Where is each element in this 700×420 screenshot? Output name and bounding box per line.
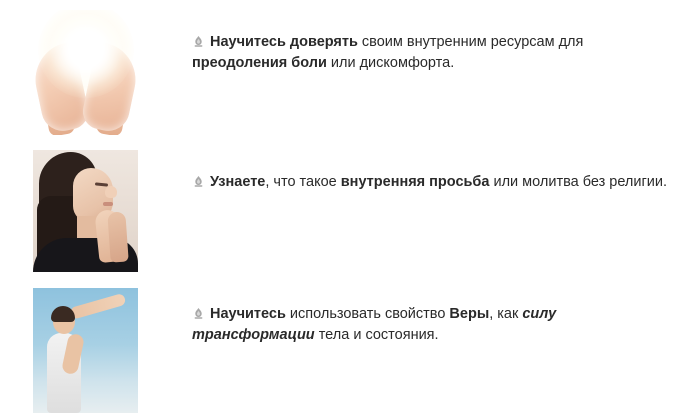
text-segment: тела и состояния.: [314, 327, 439, 343]
text-segment: Научитесь доверять: [210, 34, 358, 50]
text-segment: внутренняя просьба: [340, 174, 490, 190]
text-segment: силу трансформации: [192, 306, 557, 343]
list-item-text: [192, 150, 700, 193]
text-segment: Узнаете: [210, 174, 266, 190]
woman-praying-image: [33, 150, 138, 272]
list-item: [0, 10, 700, 145]
text-segment: или молитва без религии.: [489, 174, 668, 190]
text-segment: , что такое: [265, 174, 341, 190]
flame-bullet-icon: [192, 307, 205, 320]
flame-bullet-icon: [192, 35, 205, 48]
text-segment: или дискомфорта.: [326, 55, 455, 71]
flame-bullet-icon: [192, 175, 205, 188]
text-segment: Веры: [449, 306, 490, 322]
hands-holding-light-image: [33, 10, 138, 135]
list-item: [0, 150, 700, 280]
thumbnail-cell: [0, 150, 192, 272]
thumbnail-cell: [0, 10, 192, 135]
woman-reaching-sky-image: [33, 288, 138, 413]
list-item-text: [192, 288, 700, 346]
text-segment: использовать свойство: [285, 306, 450, 322]
list-item: [0, 288, 700, 413]
text-segment: Научитесь: [210, 306, 286, 322]
text-segment: преодоления боли: [192, 55, 327, 71]
thumbnail-cell: [0, 288, 192, 413]
list-item-text: [192, 10, 700, 74]
text-segment: своим внутренним ресурсам для: [357, 34, 584, 50]
text-segment: , как: [489, 306, 523, 322]
